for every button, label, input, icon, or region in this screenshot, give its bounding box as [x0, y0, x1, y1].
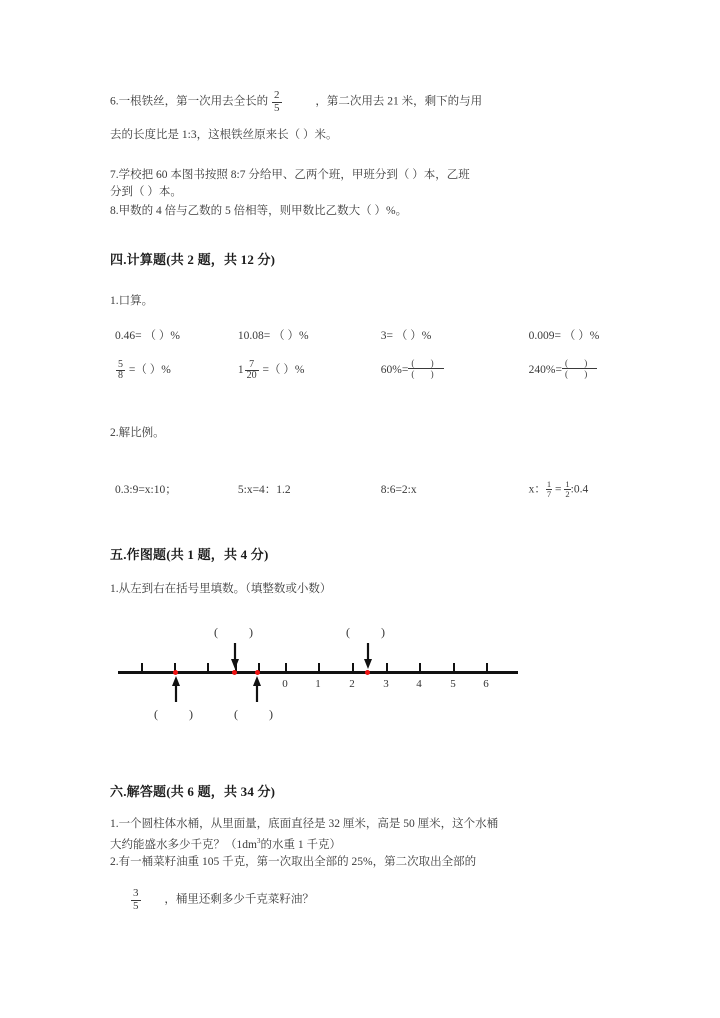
sub2-number: 2.	[110, 427, 119, 439]
question-6-fraction	[272, 90, 282, 114]
proportion-4-fraction-1	[546, 480, 552, 499]
sub1-title: 口算。	[118, 295, 154, 307]
oral-item-5	[115, 360, 235, 382]
question-6-line2: 去的长度比是 1:3，这根铁丝原来长（ ）米。	[110, 129, 338, 141]
q1-unit-exponent: 3	[256, 837, 261, 845]
section-four-sub2	[110, 424, 165, 442]
oral-item-8-left: 240%=	[528, 363, 562, 376]
q1-line2-pre: 大约能盛水多少千克？（1dm	[110, 838, 257, 851]
mixed-fraction	[245, 360, 259, 382]
fraction-denominator: 20	[246, 370, 257, 382]
number-line-label-4: 4	[416, 678, 422, 690]
oral-item-5-right: =（ ）%	[128, 363, 171, 376]
number-line-tick	[453, 663, 455, 672]
oral-item-8-blank-fraction	[562, 358, 597, 380]
number-line-point-4	[365, 670, 370, 675]
q2-fraction	[131, 888, 141, 912]
proportion-4-suffix: :0.4	[570, 483, 589, 496]
fraction-numerator: 7	[245, 360, 259, 372]
section-six-q1-line2	[110, 832, 341, 854]
number-line-label-3: 3	[383, 678, 389, 690]
oral-item-5-fraction	[116, 360, 125, 382]
fraction-denominator: 5	[274, 101, 280, 114]
number-line-figure	[118, 625, 518, 730]
number-line-tick	[141, 663, 143, 672]
section-six-q1-line1: 1.一个圆柱体水桶，从里面量，底面直径是 32 厘米，高是 50 厘米，这个水桶	[110, 818, 499, 830]
number-line-blank-below-2: ( )	[234, 707, 287, 721]
oral-item-6-right: =（ ）%	[262, 363, 305, 376]
number-line-tick	[419, 663, 421, 672]
fraction-numerator-blank: ( )	[562, 358, 597, 369]
fraction-denominator-blank: ( )	[564, 369, 595, 380]
oral-item-7-blank-fraction	[408, 358, 443, 380]
number-line-tick	[386, 663, 388, 672]
oral-item-6-mixed-number	[238, 360, 260, 382]
number-line-blank-below-1: ( )	[154, 707, 207, 721]
fraction-numerator: 1	[565, 479, 570, 489]
fraction-denominator: 8	[118, 370, 123, 382]
oral-item-6	[238, 360, 378, 382]
sub2-title: 解比例。	[118, 427, 165, 439]
fraction-numerator: 3	[133, 887, 139, 899]
number-line-label-5: 5	[450, 678, 456, 690]
proportion-4	[529, 480, 589, 499]
number-line-point-3	[255, 670, 260, 675]
section-six-q2-line2	[130, 888, 314, 912]
section-four-heading: 四.计算题(共 2 题，共 12 分)	[110, 252, 276, 267]
proportion-row	[115, 480, 588, 499]
oral-item-2-right: （ ）%	[273, 330, 309, 342]
question-6-mid: ，第二次用去 21 米，剩下的与用	[315, 95, 483, 108]
number-line-label-6: 6	[483, 678, 489, 690]
section-six-q2-line1: 2.有一桶菜籽油重 105 千克，第一次取出全部的 25%，第二次取出全部的	[110, 856, 477, 868]
oral-math-row-2	[115, 358, 597, 382]
number-line-blank-above-1: ( )	[214, 625, 267, 639]
number-line-tick	[318, 663, 320, 672]
fraction-numerator: 1	[546, 479, 552, 489]
number-line-tick	[285, 663, 287, 672]
oral-item-4-right: （ ）%	[563, 330, 600, 342]
oral-item-1	[115, 327, 235, 343]
arrow-up-icon-1	[171, 676, 181, 702]
q1-line2-post: 的水重 1 千克）	[260, 838, 341, 851]
number-line-tick	[486, 663, 488, 672]
section-four-sub1	[110, 292, 153, 310]
section-five-question: 1.从左到右在括号里填数。（填整数或小数）	[110, 583, 332, 595]
proportion-1: 0.3:9=x:10；	[115, 483, 177, 496]
proportion-3: 8:6=2:x	[380, 483, 417, 496]
section-five-heading: 五.作图题(共 1 题，共 4 分)	[110, 547, 269, 562]
number-line-label-0: 0	[282, 678, 288, 690]
oral-item-7	[381, 358, 526, 380]
question-8-line1: 8.甲数的 4 倍与乙数的 5 倍相等，则甲数比乙数大（ ）%。	[110, 205, 408, 217]
oral-item-2-left: 10.08=	[237, 330, 271, 342]
oral-item-3	[381, 327, 526, 343]
number-line-point-1	[173, 670, 178, 675]
proportion-2: 5:x=4：1.2	[237, 483, 291, 496]
arrow-down-icon-2	[363, 643, 373, 669]
proportion-4-equals: =	[555, 483, 562, 496]
proportion-4-prefix: x：	[528, 483, 546, 496]
fraction-numerator: 5	[118, 358, 123, 370]
number-line-label-2: 2	[349, 678, 355, 690]
number-line-label-1: 1	[315, 678, 321, 690]
fraction-denominator: 2	[565, 488, 570, 499]
number-line-blank-above-2: ( )	[346, 625, 399, 639]
fraction-numerator: 2	[274, 89, 280, 101]
oral-item-8	[529, 358, 598, 380]
oral-item-4	[529, 327, 600, 343]
number-line-tick	[207, 663, 209, 672]
fraction-denominator: 7	[546, 488, 552, 499]
question-6-lead: 6.一根铁丝，第一次用去全长的	[110, 95, 269, 108]
mixed-whole: 1	[237, 363, 244, 376]
sub1-number: 1.	[110, 295, 119, 307]
fraction-numerator-blank: ( )	[408, 358, 443, 369]
number-line-point-2	[232, 670, 237, 675]
section-six-heading: 六.解答题(共 6 题，共 34 分)	[110, 784, 276, 799]
oral-item-7-left: 60%=	[380, 363, 409, 376]
oral-item-1-left: 0.46=	[115, 330, 142, 342]
oral-item-2	[238, 327, 378, 343]
q2-line2-tail: ，桶里还剩多少千克菜籽油？	[164, 893, 314, 906]
oral-item-3-left: 3=	[380, 330, 393, 342]
oral-item-3-right: （ ）%	[395, 330, 432, 342]
question-7-line2: 分到（ ）本。	[110, 186, 182, 198]
oral-item-1-right: （ ）%	[144, 330, 180, 342]
fraction-denominator-blank: ( )	[411, 369, 441, 380]
question-6-line1	[110, 90, 482, 114]
oral-math-row-1	[115, 327, 599, 343]
oral-item-4-left: 0.009=	[528, 330, 561, 342]
number-line-tick	[352, 663, 354, 672]
question-7-line1: 7.学校把 60 本图书按照 8:7 分给甲、乙两个班，甲班分到（ ）本，乙班	[110, 169, 470, 181]
fraction-denominator: 5	[133, 899, 139, 912]
arrow-up-icon-2	[252, 676, 262, 702]
